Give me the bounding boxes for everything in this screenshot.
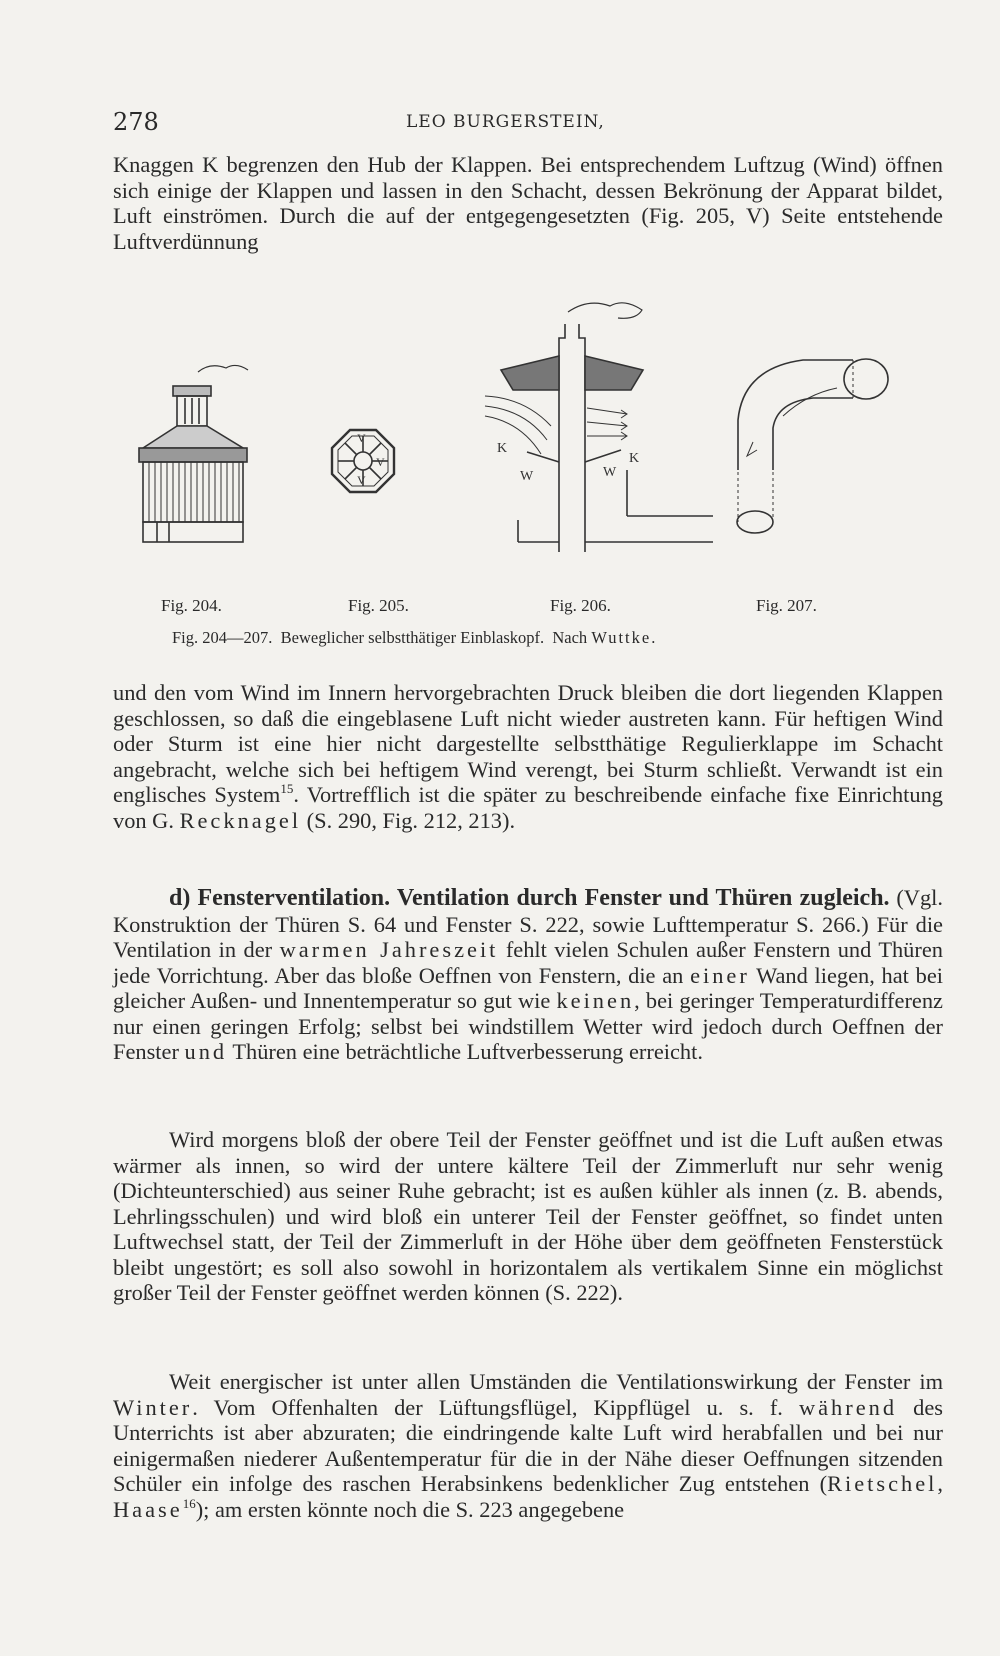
fig-206-drawing: [485, 303, 713, 552]
fig-205-label: Fig. 205.: [348, 596, 409, 615]
p2-text-a: und den vom Wind im Innern hervorgebrachten Druck bleiben die dort liegenden Klappen geschlossen, so daß die eingeblasene Luft nicht wieder austreten kann. Für heftigen Wind oder Sturm ist eine hier nicht dargestellte selbstthätige Regulierklappe im Schacht angebracht, welche sich bei heftigem Wind verengt, bei Sturm schließt. Verwandt ist ein englisches System: [113, 680, 943, 807]
p3-text-d: , bei geringer Temperaturdifferenz nur einen geringen Erfolg; selbst bei windstillem Wetter wird jedoch durch Oeffnen der Fenster: [113, 988, 943, 1064]
fig-206-label: Fig. 206.: [550, 596, 611, 615]
p5-text-c: des Unterrichts ist aber abzuraten; die eindringende kalte Luft wird herabfallen und bei nur einigermaßen niederer Außentemperatur für die in der Nähe dieser Oeffnungen sitzenden Schüler ein infolge des raschen Herabsinkens bedenklicher Zug entstehen (: [113, 1394, 943, 1496]
fig-205-letter-v-top: V: [357, 431, 366, 445]
p3-text-b: fehlt vielen Schulen außer Fenstern und Thüren jede Vorrichtung. Aber das bloße Oeffnen von Fenstern, die an: [113, 937, 943, 988]
fig-205-letter-v-bottom: V: [357, 473, 366, 487]
p5-text-b: . Vom Offenhalten der Lüftungsflügel, Kippflügel u. s. f.: [192, 1394, 783, 1420]
p5-text-e: ); am ersten könnte noch die S. 223 angegebene: [195, 1496, 625, 1522]
running-head: LEO BURGERSTEIN,: [406, 112, 605, 132]
p3-emph-1: warmen Jahreszeit: [279, 937, 499, 962]
fig-206-letter-k-left: K: [497, 441, 508, 456]
paragraph-1: Knaggen K begrenzen den Hub der Klappen. Bei entsprechendem Luftzug (Wind) öffnen sich einige der Klappen und lassen in den Schacht, dessen Bekrönung der Apparat bildet, Luft einströmen. Durch die auf der entgegengesetzten (Fig. 205, V) Seite entstehende Luftverdünnung: [113, 152, 943, 254]
caption-figure-range: Fig. 204—207.: [172, 628, 273, 647]
p3-text-c: Wand liegen, hat bei gleicher Außen- und Innentemperatur so gut wie: [113, 962, 943, 1013]
paragraph-5: [113, 1369, 943, 1522]
figure-caption: [172, 628, 657, 648]
fig-206-letter-k-right: K: [629, 451, 640, 466]
figure-group: [113, 290, 943, 650]
fig-207-drawing: [737, 359, 888, 533]
paragraph-2: [113, 680, 943, 833]
p2-text-b: . Vortrefflich ist die später zu beschreibende einfache fixe Einrichtung von G.: [113, 782, 943, 833]
p3-emph-4: und: [184, 1039, 228, 1064]
p5-emph-4: Haase: [113, 1496, 183, 1522]
footnote-ref-16: 16: [182, 1495, 196, 1511]
fig-207-label: Fig. 207.: [756, 596, 817, 615]
fig-206-letter-w-left: W: [520, 469, 534, 484]
p5-emph-3: Rietschel: [827, 1471, 938, 1496]
fig-204-drawing: [139, 365, 248, 542]
page-header: [113, 108, 653, 140]
figures-illustration: [113, 290, 943, 650]
footnote-ref-15: 15: [280, 781, 294, 796]
p5-emph-2: während: [798, 1394, 898, 1420]
paragraph-4: Wird morgens bloß der obere Teil der Fenster geöffnet und ist die Luft außen etwas wärmer als innen, so wird der untere kältere Teil der Zimmerluft nur sehr wenig (Dichteunterschied) aus seiner Ruhe gebracht; ist es außen kühler als innen (z. B. abends, Lehrlingsschulen) und wird bloß ein unterer Teil der Fenster geöffnet, so findet unten Luftwechsel statt, der Teil der Zimmerluft in der Höhe über dem geöffneten Fensterstück bleibt ungestört; es soll also sowohl in horizontalem als vertikalem Sinne ein möglichst großer Teil der Fenster geöffnet werden können (S. 222).: [113, 1127, 943, 1305]
caption-author: Wuttke.: [591, 628, 658, 647]
section-heading: d) Fensterventilation. Ventilation durch Fenster und Thüren zugleich.: [169, 885, 890, 911]
fig-205-letter-v-right: V: [376, 455, 385, 469]
p3-emph-2: einer: [690, 962, 750, 988]
p5-text-a: Weit energischer ist unter allen Umständen die Ventilationswirkung der Fenster im: [169, 1369, 943, 1394]
paragraph-3: [113, 885, 943, 1065]
fig-206-letter-w-right: W: [603, 465, 617, 480]
p3-emph-3: keinen: [556, 988, 635, 1013]
p3-text-e: Thüren eine beträchtliche Luftverbesserung erreicht.: [232, 1039, 703, 1064]
p3-text-a: (Vgl. Konstruktion der Thüren S. 64 und Fenster S. 222, sowie Lufttemperatur S. 266.) Für die Ventilation in der: [113, 885, 943, 962]
page-number: 278: [113, 108, 159, 136]
p5-emph-1: Winter: [113, 1394, 193, 1420]
p2-text-c: (S. 290, Fig. 212, 213).: [306, 807, 516, 833]
fig-204-label: Fig. 204.: [161, 596, 222, 615]
p5-text-d: ,: [937, 1471, 943, 1496]
caption-source: Nach: [552, 628, 588, 647]
p2-author-name: Recknagel: [179, 807, 302, 833]
caption-title: Beweglicher selbstthätiger Einblaskopf.: [280, 628, 545, 647]
